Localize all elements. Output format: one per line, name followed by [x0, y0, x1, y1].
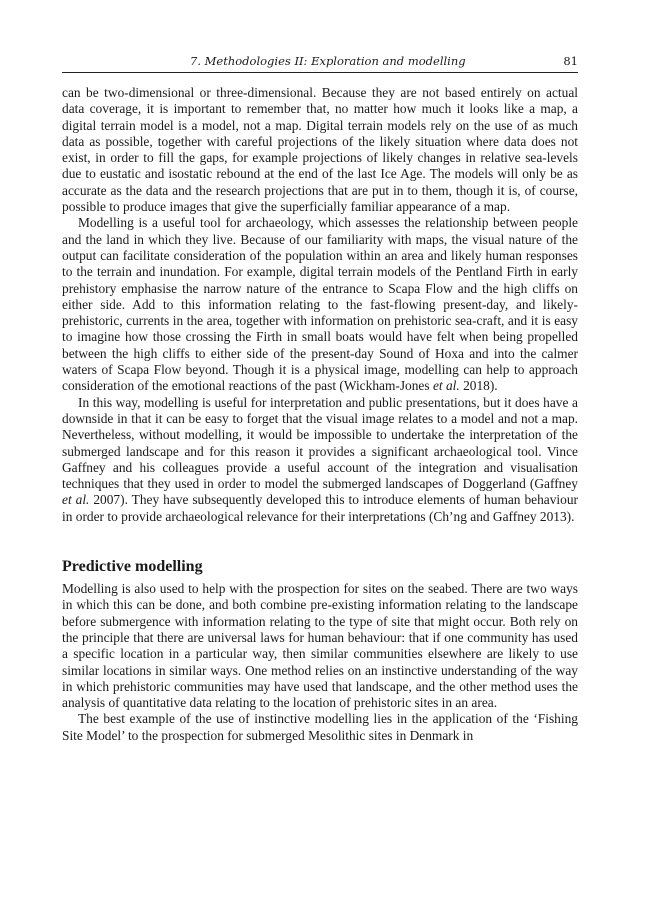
paragraph-text: In this way, modelling is useful for interpretation and public presentations, but it does have a downside in that it can be easy to forget that the visual image relates to a model and not a map. Nevertheless, without modelling, it would be impossible to undertake the interpretation of the submerged landscape and for this reason it provides a significant archaeological tool. Vince Gaffney and his colleagues provide a useful account of the integration and visualisation techniques that they used in order to model the submerged landscapes of Doggerland (Gaffney — [62, 394, 578, 492]
citation-et-al: et al. — [432, 378, 460, 394]
paragraph-text: The best example of the use of instinctive modelling lies in the application of the ‘Fishing Site Model’ to the prospection for submerged Mesolithic sites in Denmark in — [62, 711, 578, 743]
paragraph — [62, 215, 578, 394]
paragraph-text: can be two-dimensional or three-dimensional. Because they are not based entirely on actual data coverage, it is important to remember that, no matter how much it looks like a map, a digital terrain model is a model, not a map. Digital terrain models rely on the use of as much data as possible, together with careful projections of the likely situation where data does not exist, in order to fill the gaps, for example projections of likely changes in relative sea-levels due to eustatic and isostatic rebound at the end of the last Ice Age. The models will only be as accurate as the data and the research projections that are put in to them, though it is, of course, possible to produce images that give the superficially familiar appearance of a map. — [62, 85, 578, 215]
paragraph-text: 2018). — [459, 378, 498, 394]
citation-et-al: et al. — [62, 492, 90, 508]
page-number: 81 — [563, 54, 578, 68]
paragraph — [62, 395, 578, 525]
running-head — [62, 52, 578, 73]
paragraph-text: Modelling is also used to help with the prospection for sites on the seabed. There are two ways in which this can be done, and both combine pre-existing information relating to the landscape before submergence with information relating to the type of site that might occur. Both rely on the principle that there are universal laws for human behaviour: that if one community has used a specific location in a particular way, then similar communities elsewhere are likely to use similar locations in similar ways. One method relies on an instinctive understanding of the way in which prehistoric communities may have used that landscape, and the other method uses the analysis of quantitative data relating to the location of prehistoric sites in an area. — [62, 581, 578, 711]
paragraph-text: 2007). They have subsequently developed this to introduce elements of human behaviour in order to provide archaeological relevance for their interpretations (Ch’ng and Gaffney 2013). — [62, 492, 578, 524]
page — [62, 52, 578, 744]
paragraph — [62, 711, 578, 744]
running-title: 7. Methodologies II: Exploration and modelling — [190, 54, 466, 68]
paragraph — [62, 85, 578, 215]
paragraph — [62, 581, 578, 711]
section-heading: Predictive modelling — [62, 558, 203, 576]
body-text — [62, 85, 578, 744]
paragraph-text: Modelling is a useful tool for archaeology, which assesses the relationship between people and the land in which they live. Because of our familiarity with maps, the visual nature of the output can facilitate consideration of the population within an area and likely human responses to the terrain and inundation. For example, digital terrain models of the Pentland Firth in early prehistory emphasise the narrow nature of the entrance to Scapa Flow and the high cliffs on either side. Add to this information relating to the fast-flowing present-day, and likely-prehistoric, currents in the area, together with information on prehistoric sea-craft, and it is easy to imagine how those crossing the Firth in small boats would have felt when being propelled between the high cliffs to either side of the present-day Sound of Hoxa and into the calmer waters of Scapa Flow beyond. Though it is a physical image, modelling can help to approach consideration of the emotional reactions of the past (Wickham-Jones — [62, 215, 578, 394]
